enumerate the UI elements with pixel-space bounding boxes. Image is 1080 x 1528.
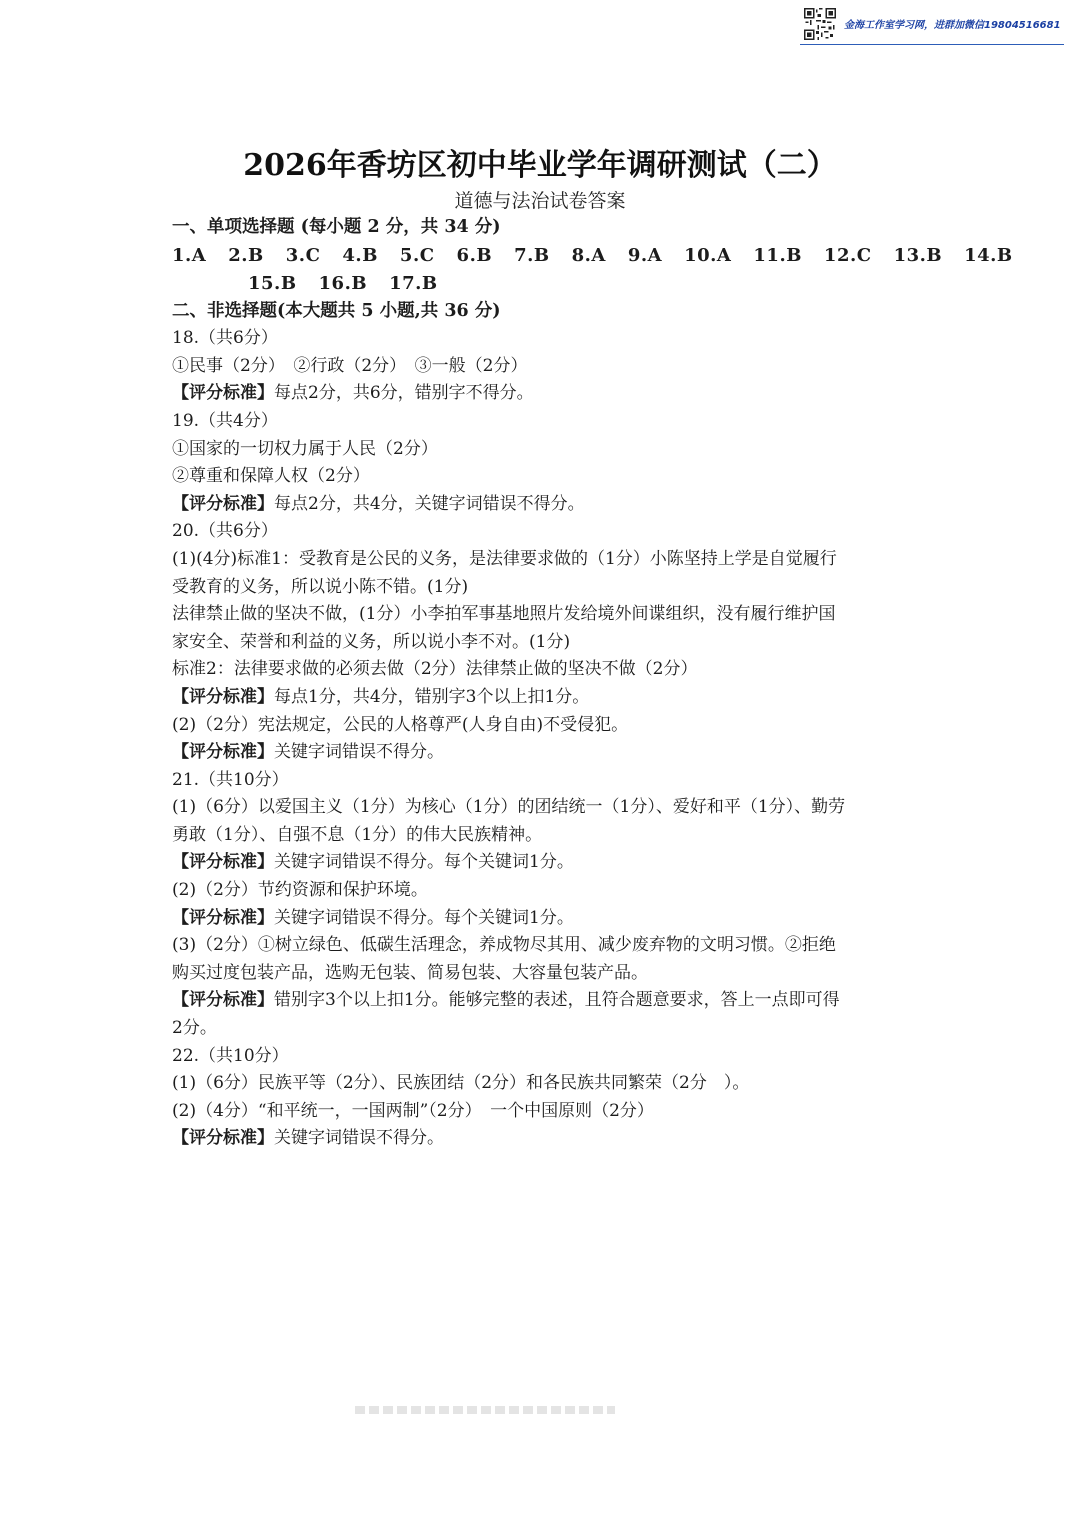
answer-line: ①民事（2分） ②行政（2分） ③一般（2分） (172, 355, 528, 376)
answer-line: 法律禁止做的坚决不做，(1分）小李拍军事基地照片发给境外间谍组织，没有履行维护国 (172, 604, 836, 625)
mc-answer: 16.B (318, 272, 368, 294)
answer-line: 标准2：法律要求做的必须去做（2分）法律禁止做的坚决不做（2分） (172, 659, 698, 680)
mc-answer: 1.A (172, 244, 207, 266)
mc-answer: 3.C (285, 244, 321, 266)
faint-scan-mark (355, 1406, 615, 1414)
mc-answer: 10.A (684, 244, 732, 266)
answer-line: (1)（6分）民族平等（2分）、民族团结（2分）和各民族共同繁荣（2分 ）。 (172, 1073, 750, 1094)
scoring-criteria-line: 【评分标准】关键字词错误不得分。每个关键词1分。 (172, 852, 574, 873)
section2-heading: 二、非选择题(本大题共 5 小题,共 36 分) (172, 300, 501, 321)
scoring-criteria-line: 【评分标准】每点2分，共4分，关键字词错误不得分。 (172, 493, 585, 514)
answer-line: 购买过度包装产品，选购无包装、简易包装、大容量包装产品。 (172, 962, 648, 983)
answer-line: ①国家的一切权力属于人民（2分） (172, 438, 438, 459)
scoring-criteria-line: 【评分标准】错别字3个以上扣1分。能够完整的表述，且符合题意要求，答上一点即可得 (172, 990, 840, 1011)
mc-answer: 5.C (399, 244, 435, 266)
answer-line: 受教育的义务，所以说小陈不错。(1分) (172, 576, 469, 597)
answer-line: 20.（共6分） (172, 521, 278, 542)
answer-line: (2)（2分）节约资源和保护环境。 (172, 880, 428, 901)
answer-line: (3)（2分）①树立绿色、低碳生活理念，养成物尽其用、减少废弃物的文明习惯。②拒绝 (172, 935, 836, 956)
mc-answer: 14.B (964, 244, 1013, 266)
mc-answer: 9.A (627, 244, 663, 266)
answer-line: 22.（共10分） (172, 1045, 289, 1066)
mc-answer: 15.B (248, 272, 297, 294)
mc-answer: 11.B (753, 244, 802, 266)
answer-line: (1)(4分)标准1：受教育是公民的义务，是法律要求做的（1分）小陈坚持上学是自觉履行 (172, 548, 837, 569)
qr-code-icon (804, 8, 836, 40)
mc-answer: 13.B (893, 244, 943, 266)
answer-line: (2)（4分）“和平统一，一国两制”（2分） 一个中国原则（2分） (172, 1100, 654, 1121)
header-banner (800, 6, 1064, 44)
answer-line: 21.（共10分） (172, 769, 289, 790)
answer-line: 勇敢（1分）、自强不息（1分）的伟大民族精神。 (172, 824, 543, 845)
page-subtitle: 道德与法治试卷答案 (454, 190, 626, 212)
mc-answer: 7.B (514, 244, 550, 266)
answer-content (172, 214, 1013, 1153)
section2-lines (172, 325, 917, 1153)
section1-heading: 一、单项选择题 (每小题 2 分，共 34 分) (172, 217, 501, 237)
mc-answer: 8.A (571, 244, 606, 266)
header-banner-text: 金海工作室学习网，进群加微信19804516681 (844, 20, 1061, 31)
mc-answers-row1 (172, 242, 1013, 270)
mc-answer: 12.C (823, 244, 872, 266)
scoring-criteria-line: 【评分标准】关键字词错误不得分。 (172, 1128, 444, 1149)
mc-answer: 6.B (456, 244, 493, 266)
page-title: 2026年香坊区初中毕业学年调研测试（二） (243, 148, 837, 183)
mc-answer: 2.B (228, 244, 264, 266)
scoring-criteria-line: 【评分标准】关键字词错误不得分。 (172, 742, 444, 763)
mc-answers-row2 (172, 270, 917, 298)
answer-line: 家安全、荣誉和利益的义务，所以说小李不对。(1分) (172, 631, 571, 652)
scoring-criteria-line: 【评分标准】每点2分，共6分，错别字不得分。 (172, 383, 534, 404)
mc-answer: 4.B (342, 244, 378, 266)
answer-line: 2分。 (172, 1018, 217, 1039)
header-divider (800, 44, 1064, 45)
answer-line: (1)（6分）以爱国主义（1分）为核心（1分）的团结统一（1分）、爱好和平（1分）、勤劳 (172, 797, 846, 818)
scoring-criteria-line: 【评分标准】关键字词错误不得分。每个关键词1分。 (172, 907, 574, 928)
mc-answer: 17.B (389, 272, 438, 294)
answer-line: 19.（共4分） (172, 410, 278, 431)
answer-line: ②尊重和保障人权（2分） (172, 466, 370, 487)
answer-line: (2)（2分）宪法规定，公民的人格尊严(人身自由)不受侵犯。 (172, 714, 629, 735)
answer-line: 18.（共6分） (172, 328, 278, 349)
scoring-criteria-line: 【评分标准】每点1分，共4分，错别字3个以上扣1分。 (172, 686, 590, 707)
